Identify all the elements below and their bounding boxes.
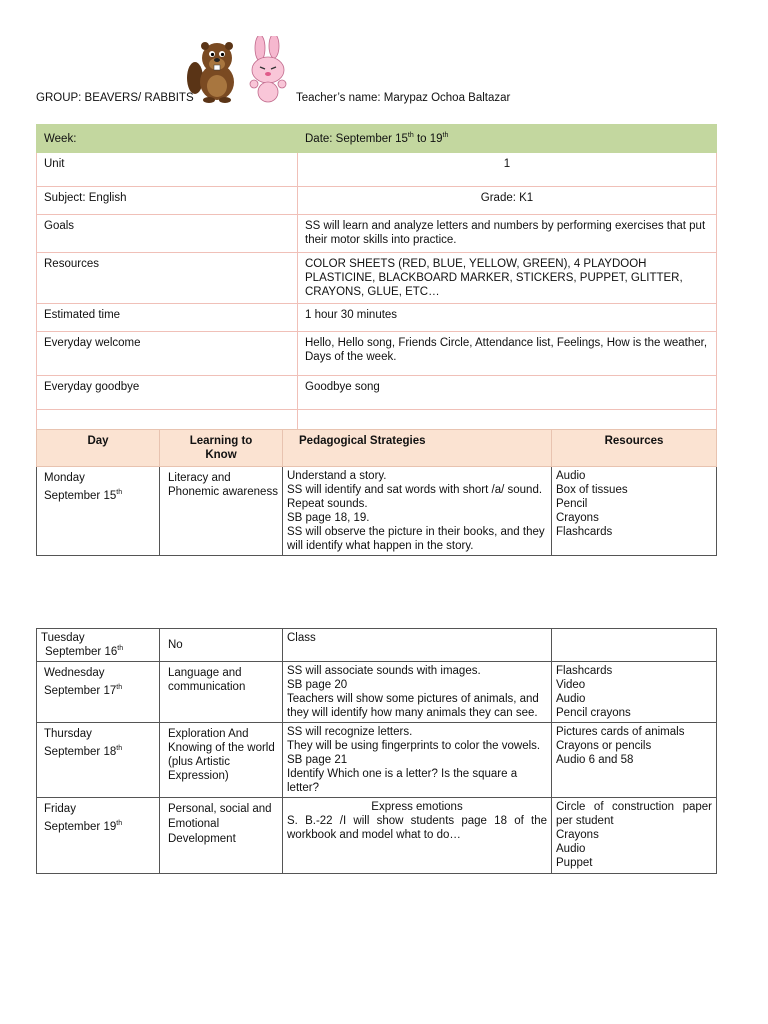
- day-cell: [37, 467, 160, 556]
- date-value: Date: September 15th to 19th: [298, 125, 717, 153]
- week-row: [37, 125, 717, 153]
- subject-row: [37, 187, 717, 215]
- table-row-thursday: [37, 723, 717, 798]
- bunny-icon: [242, 36, 294, 104]
- schedule-table-top: [36, 429, 717, 556]
- time-label: Estimated time: [37, 304, 298, 332]
- resources-cell: Circle of construction paper per student Crayons Audio Puppet: [552, 798, 717, 874]
- goals-value: SS will learn and analyze letters and numbers by performing exercises that put their motor skills into practice.: [298, 215, 717, 253]
- header-day: Day: [37, 430, 160, 467]
- table-row-wednesday: [37, 662, 717, 723]
- day-name: Thursday: [44, 728, 92, 740]
- schedule-header-row: [37, 430, 717, 467]
- header-strategies: Pedagogical Strategies: [283, 430, 552, 467]
- day-date: September 19th: [44, 820, 123, 833]
- day-name: Tuesday: [41, 632, 85, 644]
- resources-value: COLOR SHEETS (RED, BLUE, YELLOW, GREEN), 4 PLAYDOOH PLASTICINE, BLACKBOARD MARKER, STICKERS, PUPPET, GLITTER, CRAYONS, GLUE, ETC…: [298, 253, 717, 304]
- goodbye-label: Everyday goodbye: [37, 376, 298, 410]
- day-date: September 18th: [44, 745, 123, 758]
- table-row-monday: [37, 467, 717, 556]
- day-date: September 15th: [44, 489, 123, 502]
- teacher-name: Teacher’s name: Marypaz Ochoa Baltazar: [296, 92, 511, 104]
- learning-cell: No: [160, 629, 283, 662]
- week-label: Week:: [37, 125, 298, 153]
- learning-cell: Literacy and Phonemic awareness: [160, 467, 283, 556]
- strategies-cell: SS will associate sounds with images. SB page 20 Teachers will show some pictures of animals, and they will identify how many animals they can see.: [283, 662, 552, 723]
- learning-cell: Exploration And Knowing of the world (plus Artistic Expression): [160, 723, 283, 798]
- document-header: [36, 36, 736, 108]
- goodbye-row: [37, 376, 717, 410]
- header-learning: Learning to Know: [160, 430, 283, 467]
- day-date: September 17th: [44, 684, 123, 697]
- goals-row: [37, 215, 717, 253]
- day-cell: [37, 798, 160, 874]
- welcome-row: [37, 332, 717, 376]
- resources-label: Resources: [37, 253, 298, 304]
- day-date: September 16th: [45, 645, 124, 658]
- group-label: GROUP: BEAVERS/ RABBITS: [36, 92, 194, 104]
- lesson-info-table: [36, 124, 717, 444]
- day-name: Wednesday: [44, 667, 105, 679]
- subject-label: Subject: English: [37, 187, 298, 215]
- strategies-cell: SS will recognize letters. They will be using fingerprints to color the vowels. SB page 21 Identify Which one is a letter? Is the square a letter?: [283, 723, 552, 798]
- day-name: Friday: [44, 803, 76, 815]
- unit-row: [37, 153, 717, 187]
- time-value: 1 hour 30 minutes: [298, 304, 717, 332]
- grade-value: Grade: K1: [298, 187, 717, 215]
- schedule-table-bottom: [36, 628, 717, 874]
- strategies-cell: Class: [283, 629, 552, 662]
- strategies-cell: Express emotions S. B.-22 /I will show students page 18 of the workbook and model what to do…: [283, 798, 552, 874]
- strategies-cell: Understand a story. SS will identify and sat words with short /a/ sound. Repeat sounds. SB page 18, 19. SS will observe the picture in their books, and they will identify what happen in the story.: [283, 467, 552, 556]
- goodbye-value: Goodbye song: [298, 376, 717, 410]
- beaver-icon: [187, 38, 241, 104]
- unit-value: 1: [298, 153, 717, 187]
- unit-label: Unit: [37, 153, 298, 187]
- day-name: Monday: [44, 472, 85, 484]
- learning-cell: Personal, social and Emotional Development: [160, 798, 283, 874]
- day-cell: [37, 662, 160, 723]
- day-cell: [37, 723, 160, 798]
- resources-row: [37, 253, 717, 304]
- resources-cell: Pictures cards of animals Crayons or pencils Audio 6 and 58: [552, 723, 717, 798]
- day-cell: [37, 629, 160, 662]
- resources-cell: Flashcards Video Audio Pencil crayons: [552, 662, 717, 723]
- time-row: [37, 304, 717, 332]
- goals-label: Goals: [37, 215, 298, 253]
- welcome-label: Everyday welcome: [37, 332, 298, 376]
- welcome-value: Hello, Hello song, Friends Circle, Attendance list, Feelings, How is the weather, Days of the week.: [298, 332, 717, 376]
- header-resources: Resources: [552, 430, 717, 467]
- learning-cell: Language and communication: [160, 662, 283, 723]
- table-row-friday: [37, 798, 717, 874]
- resources-cell: Audio Box of tissues Pencil Crayons Flashcards: [552, 467, 717, 556]
- resources-cell: [552, 629, 717, 662]
- table-row-tuesday: [37, 629, 717, 662]
